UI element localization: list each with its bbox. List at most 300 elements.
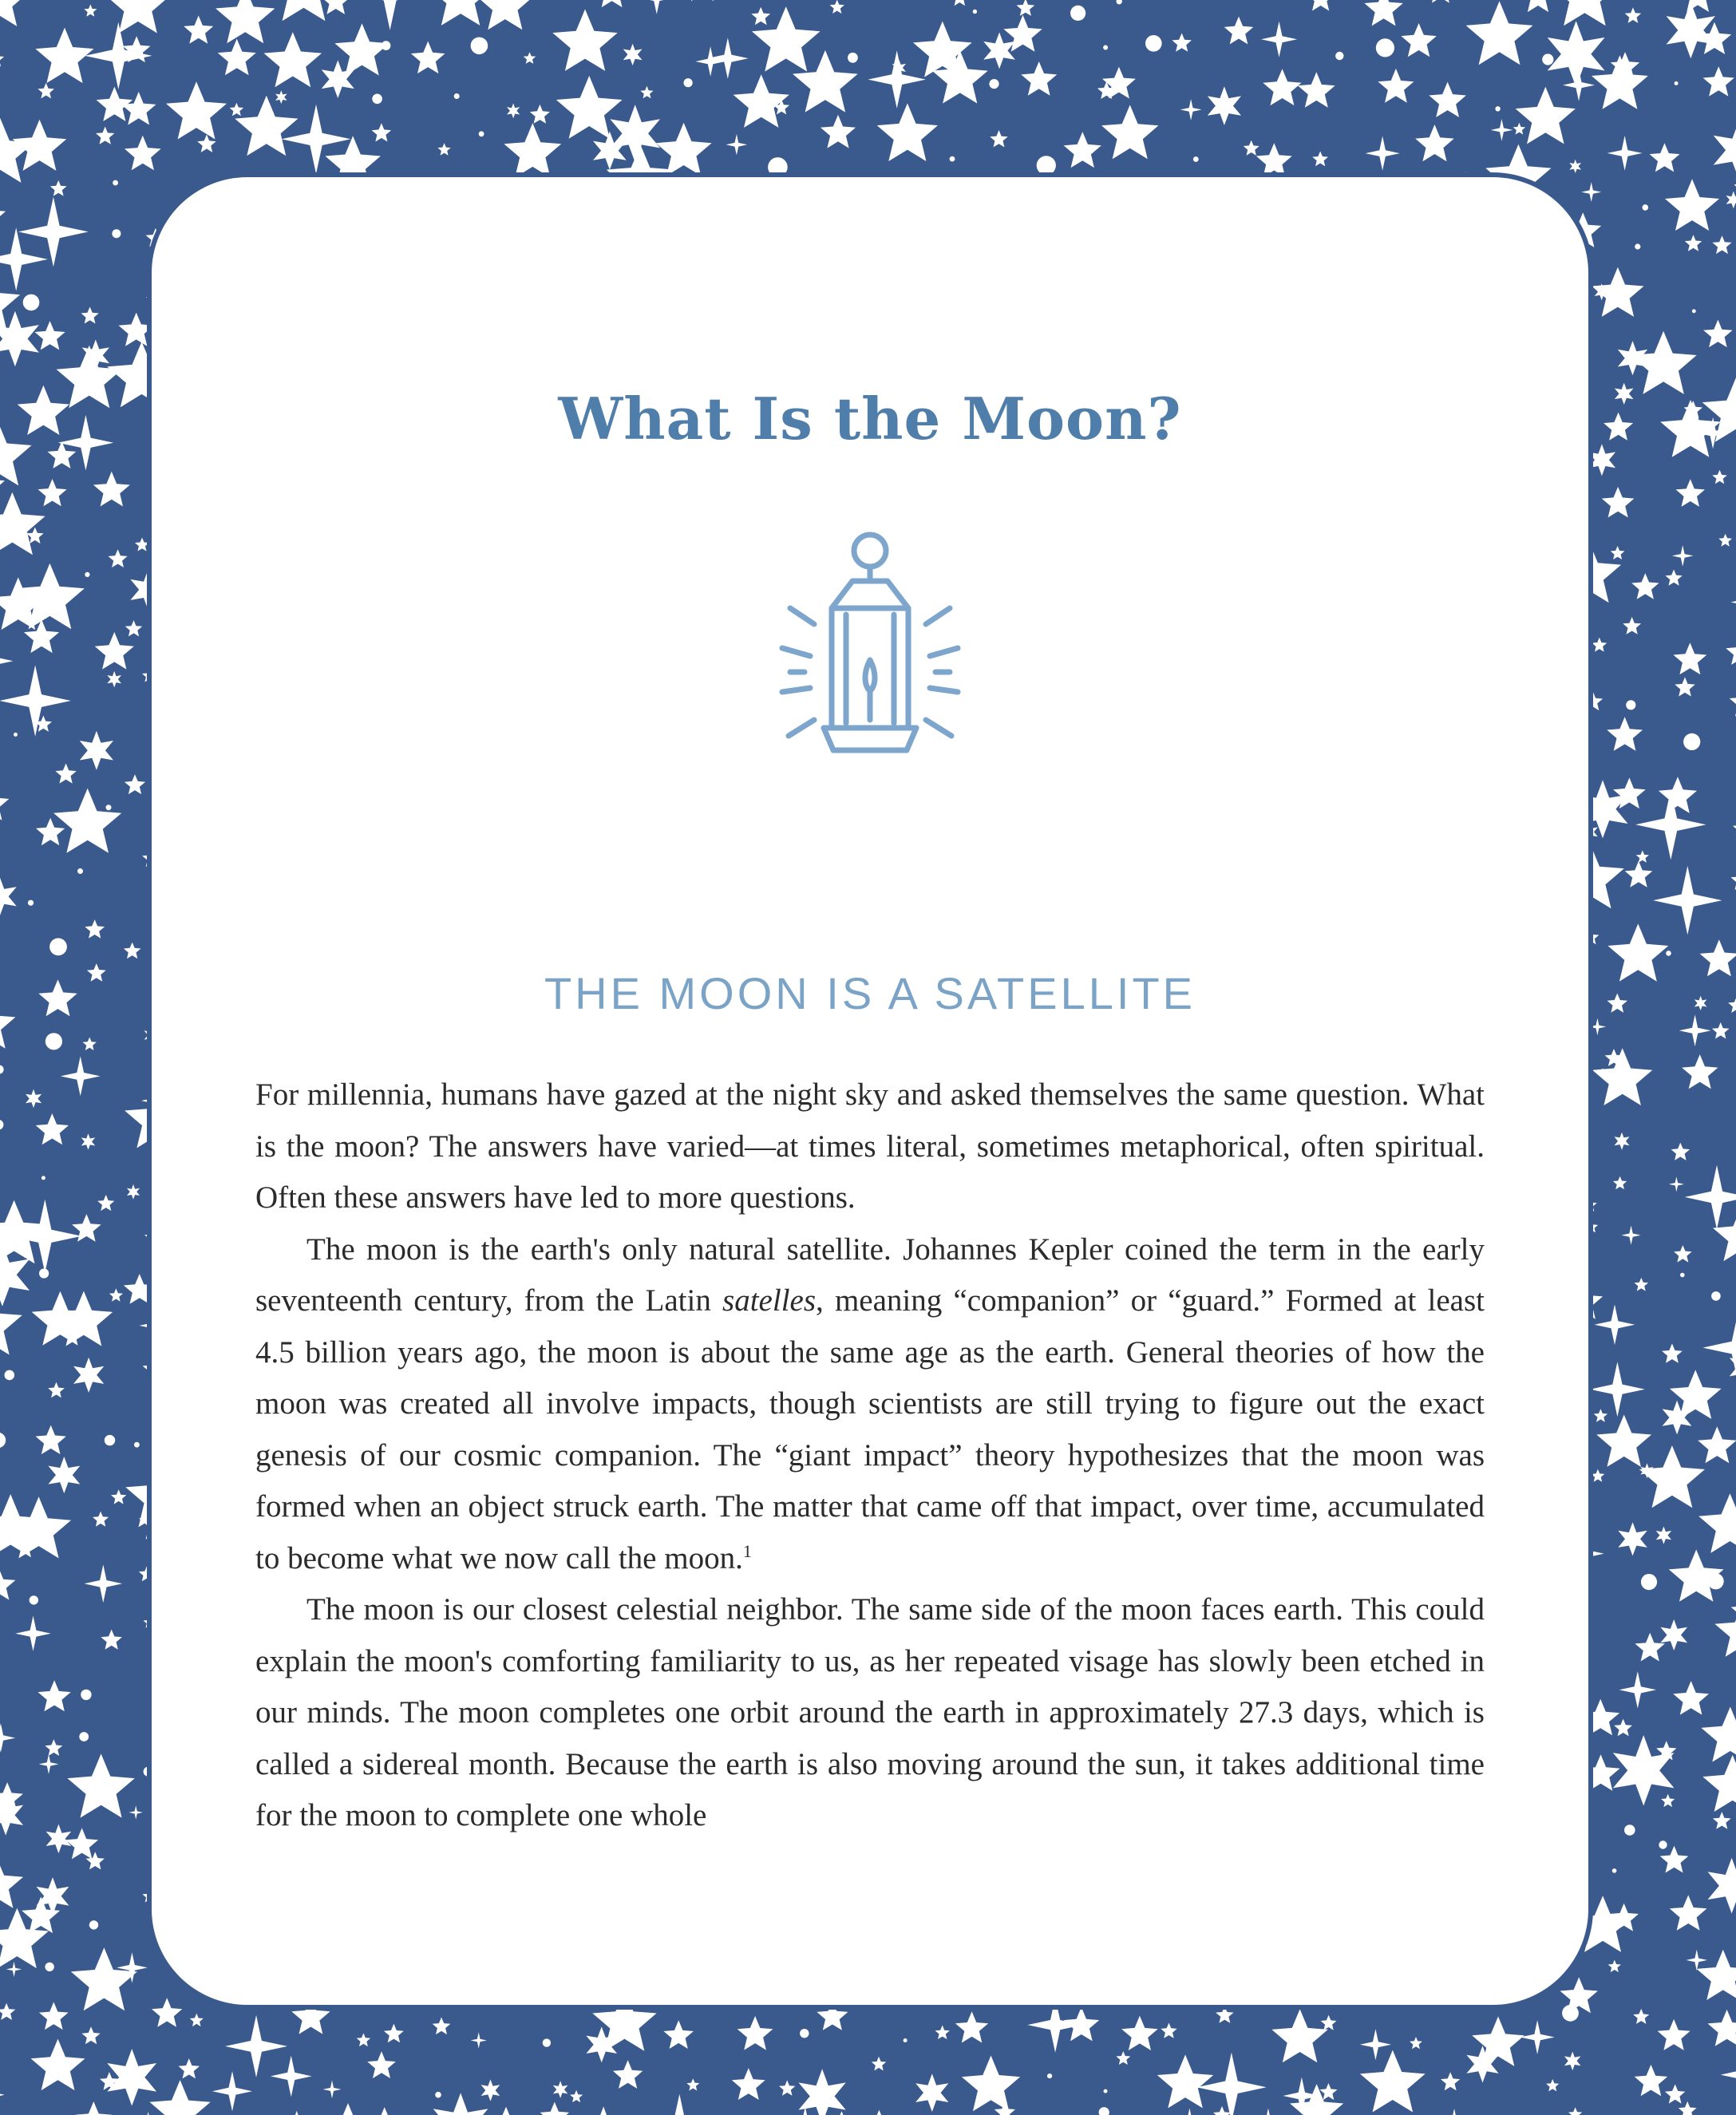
border-star [50, 180, 67, 196]
border-star [85, 919, 105, 939]
border-star [962, 2056, 1020, 2112]
border-dot [1117, 0, 1122, 5]
border-star [1614, 1719, 1632, 1737]
border-star [31, 2039, 85, 2091]
border-star [1656, 1527, 1671, 1544]
border-star [190, 2014, 204, 2026]
border-dot [950, 156, 955, 162]
border-star [738, 2016, 773, 2050]
border-star [275, 90, 287, 104]
border-star [821, 115, 856, 148]
border-star [323, 2081, 342, 2099]
border-star [0, 1858, 23, 1908]
border-star [1700, 939, 1736, 976]
border-star [1653, 866, 1722, 935]
border-star [1721, 2045, 1736, 2105]
border-star [1180, 99, 1202, 121]
border-dot [1145, 35, 1162, 52]
border-star [831, 2111, 852, 2115]
lantern-icon [766, 528, 974, 768]
border-star [530, 105, 550, 124]
border-dot [382, 41, 391, 50]
border-star [1673, 1681, 1709, 1715]
border-star [212, 2071, 252, 2111]
border-star [1594, 1409, 1607, 1422]
border-star [684, 0, 721, 1]
border-star [357, 2033, 371, 2046]
border-star [955, 2011, 988, 2042]
border-star [524, 52, 536, 64]
border-star [38, 1680, 71, 1711]
border-star [1635, 1633, 1665, 1662]
border-star [1714, 121, 1736, 180]
border-star [1625, 7, 1642, 23]
border-star [125, 136, 161, 171]
border-star [1713, 1812, 1731, 1829]
border-star [1701, 1707, 1736, 1762]
border-dot [1193, 156, 1199, 162]
border-dot [479, 131, 484, 136]
latin-term: satelles [722, 1283, 817, 1318]
border-star [81, 2026, 100, 2044]
border-star [0, 50, 4, 66]
border-star [125, 774, 145, 794]
page-content-panel [152, 177, 1588, 2005]
border-dot [904, 2038, 908, 2042]
border-dot [454, 93, 460, 99]
border-star [1196, 2053, 1266, 2115]
border-star [0, 1568, 15, 1600]
border-star [1665, 179, 1719, 231]
border-dot [1666, 951, 1671, 956]
border-star [613, 2060, 643, 2089]
paragraph-1: For millennia, humans have gazed at the night sky and asked themselves the same question. What is the moon? The answers have varied—at times literal, sometimes metaphorical, often spiritual. Often these answers have led to more questions. [255, 1077, 1485, 1215]
border-star [935, 2026, 950, 2040]
border-star [279, 2111, 314, 2115]
border-star [1592, 638, 1607, 652]
border-star [85, 1564, 123, 1603]
border-dot [23, 295, 40, 311]
border-dot [39, 1268, 49, 1278]
border-star [1660, 1619, 1687, 1650]
border-star [1698, 1493, 1736, 1553]
border-star [152, 1998, 182, 2027]
border-star [1666, 570, 1683, 586]
border-star [225, 2015, 287, 2077]
border-dot [42, 1176, 45, 1180]
border-star [1063, 2007, 1099, 2042]
border-dot [1103, 45, 1108, 50]
border-dot [14, 733, 18, 737]
border-star [429, 0, 492, 26]
border-star [1694, 996, 1707, 1010]
border-star [1639, 1445, 1705, 1508]
border-dot [134, 1442, 140, 1448]
border-star [107, 671, 121, 688]
border-star [1521, 0, 1555, 12]
border-star [649, 2094, 710, 2115]
border-star [36, 1425, 66, 1454]
border-star [0, 2087, 5, 2103]
border-dot [1037, 156, 1056, 175]
border-star [990, 130, 1008, 147]
border-star [367, 2051, 396, 2078]
border-star [1569, 160, 1581, 173]
border-dot [684, 78, 693, 87]
border-star [0, 311, 39, 366]
chapter-title: What Is the Moon? [558, 385, 1182, 453]
border-star [81, 1133, 96, 1149]
border-star [95, 632, 134, 670]
border-star [1441, 2072, 1460, 2090]
border-star [1564, 2052, 1581, 2071]
border-star [1676, 479, 1706, 507]
border-star [481, 2079, 500, 2101]
border-star [437, 143, 450, 156]
border-star [1312, 151, 1328, 166]
border-dot [435, 2092, 441, 2098]
border-star [1703, 320, 1733, 348]
border-dot [1680, 1273, 1685, 1278]
border-star [0, 1723, 15, 1753]
border-star [1662, 1343, 1683, 1362]
border-star [1615, 383, 1634, 405]
border-star [1426, 0, 1454, 3]
border-star [97, 1195, 114, 1211]
border-star [1718, 534, 1732, 547]
border-star [67, 1753, 134, 1817]
border-star [1673, 642, 1706, 674]
border-star [1592, 1048, 1652, 1105]
border-dot [81, 1690, 91, 1700]
border-dot [28, 900, 34, 906]
border-star [1410, 2037, 1422, 2049]
border-star [0, 492, 45, 555]
border-dot [1070, 6, 1085, 21]
border-star [1635, 1278, 1649, 1291]
border-dot [973, 10, 977, 14]
border-dot [1562, 2005, 1579, 2022]
border-star [354, 0, 426, 30]
border-star [1658, 2019, 1691, 2050]
border-star [556, 76, 623, 139]
border-star [751, 7, 770, 26]
border-star [39, 2002, 69, 2030]
border-star [1608, 1960, 1621, 1973]
border-star [1712, 470, 1726, 484]
border-dot [1626, 700, 1635, 710]
border-star [1321, 2015, 1337, 2030]
border-star [1101, 105, 1158, 159]
border-star [1665, 2085, 1685, 2104]
border-star [734, 74, 789, 128]
border-dot [105, 1435, 115, 1445]
border-star [107, 0, 169, 34]
border-star [1568, 2107, 1582, 2115]
border-dot [5, 1370, 15, 1381]
border-star [0, 785, 9, 820]
border-star [830, 0, 844, 14]
border-star [492, 2107, 520, 2115]
paragraph-2-part-2: , meaning “companion” or “guard.” Formed at least 4.5 billion years ago, the moon is about the same age as the earth. General theories of how the moon was created all involve impacts, though scientists are still trying to figure out the exact genesis of our cosmic companion. The “giant impact” theory hypothesizes that the moon was formed when an object struck earth. The matter that came off that impact, over time, accumulated to become what we now call the moon. [255, 1283, 1485, 1575]
border-star [1625, 861, 1653, 888]
border-star [75, 2101, 112, 2115]
border-star [38, 479, 67, 506]
border-star [1619, 1671, 1657, 1708]
border-star [1175, 2108, 1204, 2115]
border-star [1172, 34, 1192, 52]
border-dot [113, 180, 118, 186]
border-star [1702, 1312, 1736, 1382]
body-text [255, 1069, 1485, 1842]
border-star [264, 32, 322, 87]
border-star [36, 1113, 69, 1144]
border-star [1633, 2009, 1649, 2024]
border-star [109, 1288, 123, 1301]
border-star [0, 632, 13, 690]
border-star [1607, 717, 1643, 751]
border-star [1671, 1143, 1691, 1160]
border-star [166, 81, 227, 139]
border-star [1604, 413, 1633, 441]
border-dot [848, 53, 858, 63]
border-star [1307, 0, 1334, 11]
border-star [6, 1962, 22, 1977]
border-star [1520, 2020, 1555, 2054]
border-star [707, 38, 749, 78]
border-dot [471, 38, 488, 55]
border-star [53, 789, 121, 853]
border-dot [1692, 309, 1696, 313]
border-star [877, 103, 938, 161]
border-star [868, 50, 926, 108]
border-star [124, 943, 141, 959]
border-dot [1659, 1840, 1667, 1848]
border-star [0, 998, 15, 1049]
border-star [36, 818, 65, 846]
border-star [1249, 2109, 1287, 2115]
border-star [1730, 870, 1736, 890]
border-star [0, 877, 17, 915]
border-star [0, 0, 28, 26]
border-star [1635, 2065, 1668, 2096]
border-star [915, 2073, 948, 2112]
border-star [372, 123, 392, 141]
border-star [1290, 2084, 1343, 2115]
border-star [1687, 1950, 1708, 1971]
border-star [1596, 1415, 1651, 1467]
border-star [1491, 119, 1513, 141]
border-star [1613, 1176, 1627, 1189]
border-star [656, 123, 712, 176]
border-star [726, 134, 748, 156]
border-star [1680, 0, 1716, 12]
border-star [0, 421, 32, 486]
paragraph-2-part-1: The moon is the earth's only natural satellite. Johannes Kepler coined the term in the early seventeenth century, from the Latin [255, 1231, 1485, 1318]
border-star [0, 200, 6, 228]
border-star [0, 2003, 15, 2020]
border-star [1551, 0, 1619, 26]
border-star [540, 2102, 569, 2115]
border-star [1581, 182, 1601, 202]
border-star [641, 0, 673, 14]
border-star [1679, 2101, 1697, 2115]
border-star [179, 2058, 200, 2078]
border-star [1595, 1304, 1635, 1345]
border-star [65, 1828, 98, 1859]
border-star [1607, 136, 1643, 171]
border-star [57, 346, 122, 408]
border-dot [79, 1732, 89, 1741]
border-dot [45, 1963, 53, 1971]
border-star [184, 16, 213, 44]
border-star [97, 87, 133, 121]
border-star [1516, 87, 1576, 144]
border-star [1733, 820, 1736, 836]
border-star [1669, 1176, 1684, 1192]
border-star [1661, 1794, 1675, 1807]
border-star [1121, 2016, 1158, 2050]
border-star [663, 2020, 694, 2049]
border-star [623, 44, 643, 65]
border-star [121, 92, 156, 125]
border-star [230, 103, 244, 117]
border-star [1271, 2009, 1328, 2062]
border-dot [1542, 53, 1553, 65]
border-star [1611, 546, 1625, 559]
border-dot [372, 94, 382, 105]
border-star [321, 2103, 376, 2115]
border-star [1602, 487, 1635, 518]
border-star [433, 2093, 488, 2115]
border-star [1712, 1022, 1730, 1039]
border-star [983, 33, 1015, 69]
border-star [951, 0, 968, 6]
border-dot [1641, 1574, 1657, 1590]
border-star [334, 23, 389, 75]
border-star [6, 1496, 71, 1558]
border-star [1685, 235, 1702, 251]
border-star [1712, 235, 1731, 254]
border-star [1615, 1133, 1630, 1150]
border-star [732, 2068, 765, 2100]
border-dot [30, 1595, 38, 1604]
border-star [1670, 1895, 1707, 1930]
border-dot [1376, 38, 1394, 57]
border-star [384, 2024, 404, 2043]
border-star [26, 1089, 42, 1108]
border-star [111, 1489, 126, 1504]
border-star [1513, 123, 1526, 135]
border-dot [1047, 2073, 1052, 2078]
border-star [1728, 997, 1736, 1013]
border-star [1650, 143, 1680, 172]
border-star [1636, 851, 1649, 863]
border-star [686, 2078, 699, 2090]
border-star [38, 83, 54, 99]
paragraph-3: The moon is our closest celestial neighbor. The same side of the moon faces earth. This could explain the moon's comforting familiarity to us, as her repeated visage has slowly been etched in our minds. The moon completes one orbit around the earth in approximately 27.3 days, which is called a sidereal month. Because the earth is also moving around the sun, it takes additional time for the moon to complete one whole [255, 1592, 1485, 1832]
border-star [640, 86, 653, 98]
border-star [235, 96, 298, 156]
border-star [1590, 1362, 1645, 1417]
border-star [45, 1739, 62, 1756]
border-dot [77, 868, 83, 874]
border-dot [106, 804, 112, 810]
border-dot [1708, 1573, 1724, 1589]
border-star [357, 2107, 412, 2115]
border-dot [1624, 1824, 1635, 1836]
border-star [1714, 1603, 1736, 1656]
border-star [1021, 61, 1057, 96]
border-star [1708, 2010, 1736, 2046]
border-star [15, 1615, 50, 1650]
border-star [1703, 66, 1734, 96]
footnote-marker: 1 [742, 1540, 752, 1561]
border-star [1466, 1, 1533, 65]
border-star [1378, 69, 1414, 103]
border-star [84, 5, 97, 17]
border-dot [49, 938, 67, 955]
border-star [779, 2080, 795, 2095]
border-star [1672, 545, 1694, 567]
border-star [1631, 331, 1697, 394]
border-star [1726, 192, 1736, 209]
border-star [271, 2056, 312, 2097]
border-star [46, 1824, 72, 1854]
border-dot [89, 1920, 98, 1929]
border-star [1546, 2079, 1559, 2091]
border-star [0, 665, 71, 736]
border-star [1244, 140, 1259, 156]
border-star [1319, 2083, 1337, 2100]
border-star [39, 1754, 59, 1774]
border-star [1702, 1755, 1736, 1812]
border-star [321, 0, 350, 14]
border-star [504, 123, 561, 177]
border-star [1635, 789, 1706, 860]
border-dot [45, 1033, 62, 1050]
border-star [1256, 143, 1292, 177]
border-dot [1675, 81, 1679, 85]
border-star [1607, 994, 1628, 1013]
border-dot [112, 229, 121, 238]
border-star [1660, 1846, 1689, 1873]
border-star [1682, 1054, 1718, 1089]
border-dot [1635, 243, 1640, 249]
paragraph-2 [255, 1224, 1485, 1585]
border-star [35, 28, 93, 84]
border-star [1261, 22, 1297, 57]
section-heading: THE MOON IS A SATELLITE [544, 968, 1196, 1018]
border-star [1621, 1226, 1640, 1245]
border-dot [543, 2038, 551, 2046]
border-star [872, 2057, 886, 2071]
border-star [1064, 132, 1101, 168]
border-star [1401, 23, 1436, 57]
border-dot [1495, 106, 1500, 111]
border-star [1592, 1469, 1605, 1482]
border-star [1116, 2051, 1130, 2065]
border-star [1298, 72, 1335, 108]
border-star [1208, 86, 1241, 125]
border-star [35, 321, 65, 350]
border-star [218, 39, 256, 76]
border-star [129, 1805, 143, 1819]
border-star [1730, 592, 1736, 612]
border-star [1631, 573, 1659, 599]
border-star [1360, 2050, 1426, 2113]
border-dot [1104, 2089, 1108, 2093]
